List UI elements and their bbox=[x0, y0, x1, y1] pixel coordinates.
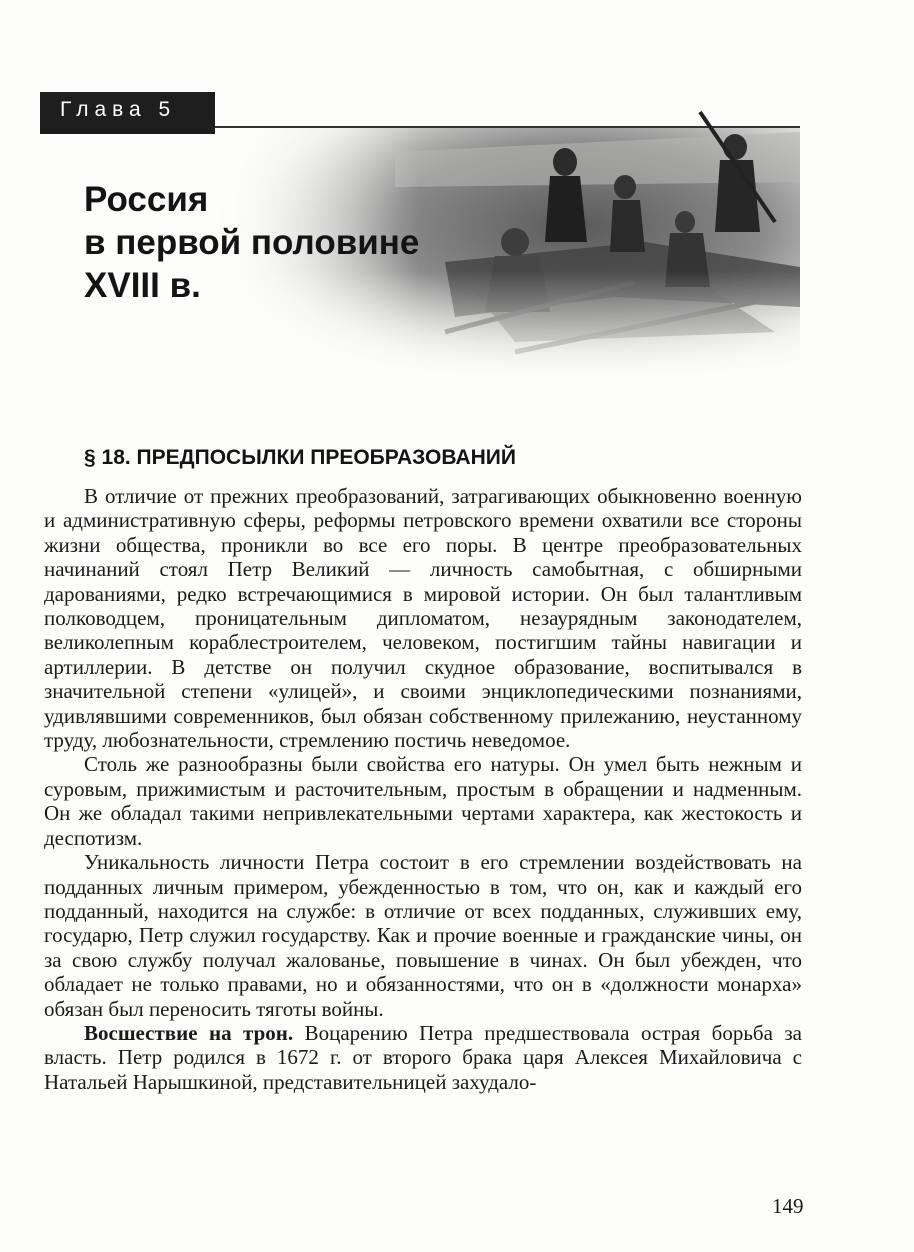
page-number: 149 bbox=[772, 1194, 804, 1218]
chapter-title-line: в первой половине bbox=[84, 223, 420, 262]
section-heading: § 18. ПРЕДПОСЫЛКИ ПРЕОБРАЗОВАНИЙ bbox=[84, 446, 516, 469]
paragraph-text: Воцарению Петра предшествовала острая борьба за власть. Петр родился в 1672 г. от второго брака царя Алексея Михайловича с Натальей Нарышкиной, представительницей захудало- bbox=[44, 1020, 802, 1094]
chapter-title bbox=[84, 178, 419, 307]
paragraph-text: Столь же разнообразны были свойства его натуры. Он умел быть нежным и суровым, прижимистым и расточительным, простым в обращении и надменным. Он же обладал такими непривлекательными чертами характера, как жестокость и деспотизм. bbox=[44, 752, 802, 850]
paragraph-text: Уникальность личности Петра состоит в его стремлении воздействовать на подданных личным примером, убежденностью в том, что он, как и каждый его подданный, находится на службе: в отличие от всех подданных, служивших ему, государю, Петр служил государству. Как и прочие военные и гражданские чины, он за свою службу получал жалованье, повышение в чинах. Он был убежден, что обладает не только правами, но и обязанностями, что он в «должности монарха» обязан был переносить тяготы войны. bbox=[44, 850, 802, 1021]
paragraph bbox=[44, 484, 802, 752]
chapter-title-line: XVIII в. bbox=[84, 266, 201, 305]
paragraph bbox=[44, 1021, 802, 1094]
paragraph bbox=[44, 850, 802, 1021]
body-text bbox=[44, 484, 802, 1094]
paragraph-text: В отличие от прежних преобразований, затрагивающих обыкновенно военную и административную сферы, реформы петровского времени охватили все стороны жизни общества, проникли во все его поры. В центре преобразовательных начинаний стоял Петр Великий — личность самобытная, с обширными дарованиями, редко встречающимися в мировой истории. Он был талантливым полководцем, проницательным дипломатом, незаурядным законодателем, великолепным кораблестроителем, человеком, постигшим тайны навигации и артиллерии. В детстве он получил скудное образование, воспитывался в значительной степени «улицей», и своими энциклопедическими познаниями, удивлявшими современников, был обязан собственному прилежанию, неустанному труду, любознательности, стремлению постичь неведомое. bbox=[44, 484, 802, 753]
run-in-heading: Восшествие на трон. bbox=[84, 1020, 294, 1045]
chapter-title-line: Россия bbox=[84, 180, 209, 219]
chapter-banner bbox=[40, 92, 215, 134]
paragraph bbox=[44, 752, 802, 850]
chapter-label: Глава 5 bbox=[60, 98, 177, 121]
